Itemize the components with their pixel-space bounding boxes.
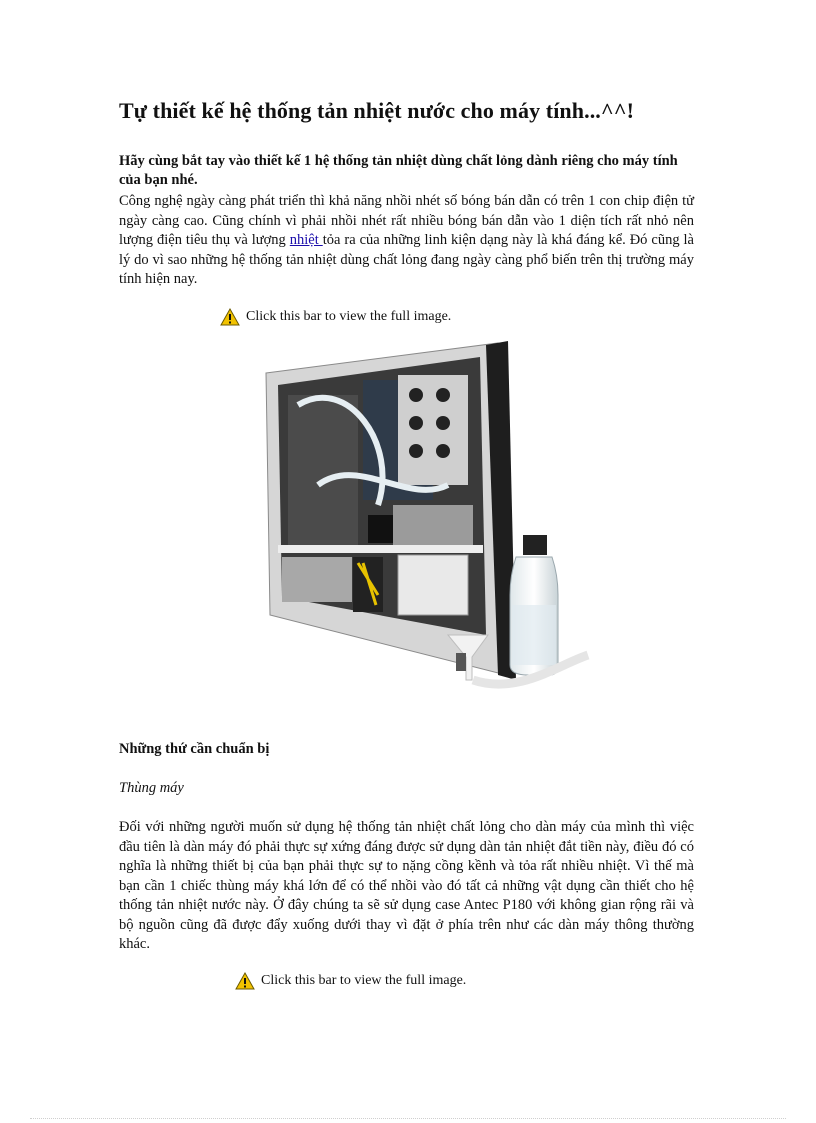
article-title: Tự thiết kế hệ thống tản nhiệt nước cho máy tính...^^! — [119, 98, 635, 123]
view-full-image-label: Click this bar to view the full image. — [246, 309, 452, 324]
view-full-image-bar[interactable] — [220, 308, 451, 326]
intro-paragraph — [119, 192, 694, 290]
view-full-image-bar-2[interactable] — [235, 972, 466, 990]
intro-text-end: tỏa ra của những linh kiện dạng này là khá đáng kể. Đó cũng là lý do vì sao những hệ thống tản nhiệt dùng chất lỏng đang ngày càng phổ biến trên thị trường máy tính hiện nay. — [119, 232, 694, 287]
page-bottom-divider — [30, 1118, 786, 1119]
water-cooled-pc-case-image — [258, 335, 598, 705]
section-heading: Những thứ cần chuẩn bị — [119, 741, 270, 757]
case-paragraph: Đối với những người muốn sử dụng hệ thống tản nhiệt chất lỏng cho dàn máy của mình thì việc đầu tiên là dàn máy đó phải thực sự xứng đáng được sử dụng dàn tản nhiệt đắt tiền này, điều đó có nghĩa là những thiết bị của bạn phải thực sự to nặng cồng kềnh và tỏa rất nhiều nhiệt. Vì thế mà bạn cần 1 chiếc thùng máy khá lớn để có thể nhồi vào đó tất cả những vật dụng cần thiết cho hệ thống tản nhiệt nước này. Ở đây chúng ta sẽ sử dụng case Antec P180 với không gian rộng rãi và bộ nguồn cũng đã được đẩy xuống dưới thay vì đặt ở phía trên như các dàn máy thông thường khác. — [119, 819, 694, 952]
heat-link[interactable]: nhiệt — [289, 232, 323, 248]
warning-triangle-icon — [220, 308, 240, 326]
lead-paragraph: Hãy cùng bắt tay vào thiết kế 1 hệ thống tản nhiệt dùng chất lỏng dành riêng cho máy tính của bạn nhé. — [119, 153, 678, 188]
warning-triangle-icon — [235, 972, 255, 990]
intro-text-start: Công nghệ ngày càng phát triển thì khả năng nhồi nhét số bóng bán dẫn có trên 1 con chip điện tử ngày càng cao. Cũng chính vì phải nhồi nhét rất nhiều bóng bán dẫn vào 1 diện tích rất nhỏ nên lượng điện tiêu thụ và lượng — [119, 193, 694, 248]
subheading-case: Thùng máy — [119, 780, 184, 796]
view-full-image-label: Click this bar to view the full image. — [261, 973, 467, 988]
